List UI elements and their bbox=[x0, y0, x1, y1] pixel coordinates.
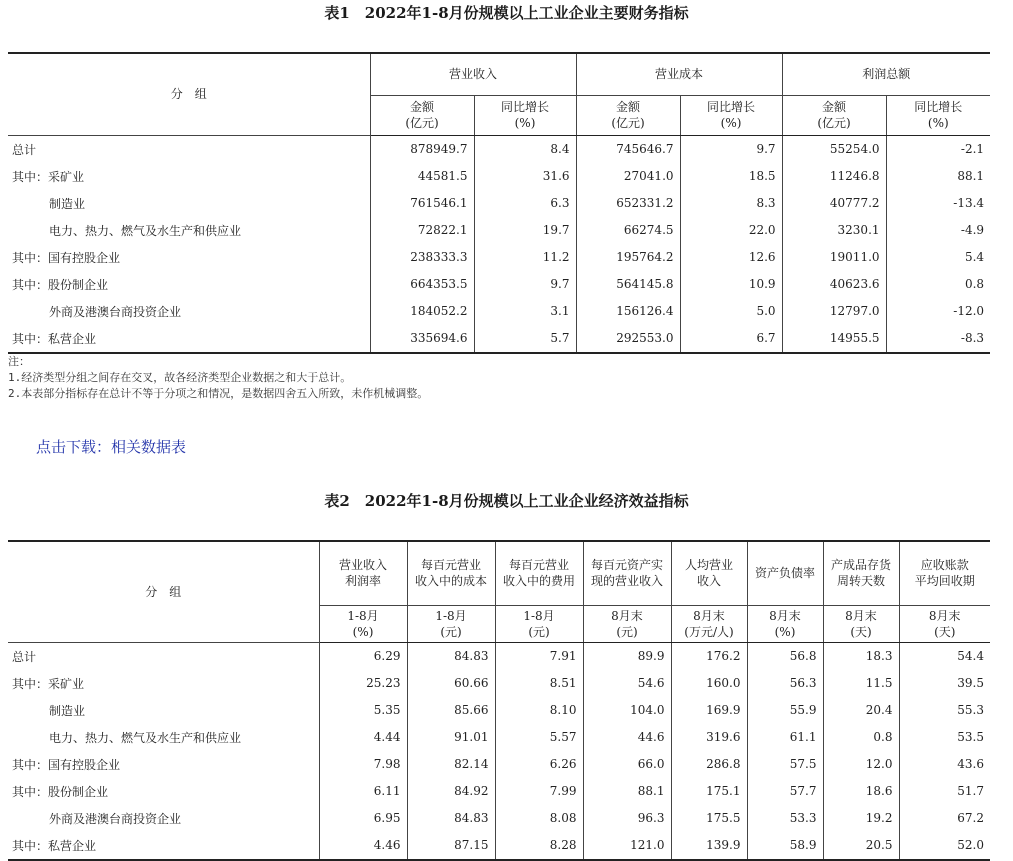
column-header-line: 每百元营业 bbox=[508, 558, 569, 573]
table-cell: 319.6 bbox=[671, 724, 747, 751]
table-row bbox=[8, 642, 990, 670]
table-cell: 72822.1 bbox=[370, 217, 474, 244]
table-cell: 10.9 bbox=[680, 271, 782, 298]
table-cell: 19.7 bbox=[474, 217, 576, 244]
table-cell: 8.51 bbox=[495, 670, 583, 697]
table-cell: 5.0 bbox=[680, 298, 782, 325]
unit-header bbox=[671, 605, 747, 642]
sub-header-unit: (亿元) bbox=[611, 116, 645, 130]
table-cell: 61.1 bbox=[747, 724, 823, 751]
table-cell: 0.8 bbox=[823, 724, 899, 751]
row-label: 制造业 bbox=[49, 196, 86, 211]
table-cell: 55.3 bbox=[899, 697, 990, 724]
table-cell: 4.46 bbox=[319, 832, 407, 860]
table-cell: 12.6 bbox=[680, 244, 782, 271]
table-cell: 8.3 bbox=[680, 190, 782, 217]
unit-header bbox=[583, 605, 671, 642]
unit-label: (元) bbox=[440, 624, 462, 639]
table-cell: 175.1 bbox=[671, 778, 747, 805]
table-cell: 53.3 bbox=[747, 805, 823, 832]
column-header-line: 人均营业 bbox=[684, 558, 733, 573]
table-cell: -13.4 bbox=[886, 190, 990, 217]
table-cell: 7.91 bbox=[495, 642, 583, 670]
table-cell: 5.7 bbox=[474, 325, 576, 353]
column-header-line: 每百元资产实 bbox=[590, 558, 663, 573]
table-cell: 58.9 bbox=[747, 832, 823, 860]
table-cell: 19.2 bbox=[823, 805, 899, 832]
table-row bbox=[8, 805, 990, 832]
table-cell: 44581.5 bbox=[370, 163, 474, 190]
table-cell: 84.92 bbox=[407, 778, 495, 805]
row-label: 其中：国有控股企业 bbox=[12, 250, 121, 265]
row-label: 其中：采矿业 bbox=[12, 169, 85, 184]
table-cell: 39.5 bbox=[899, 670, 990, 697]
table-cell: 25.23 bbox=[319, 670, 407, 697]
table-cell: 7.99 bbox=[495, 778, 583, 805]
table-cell: 156126.4 bbox=[576, 298, 680, 325]
unit-label: (元) bbox=[616, 624, 638, 639]
table-cell: -2.1 bbox=[886, 135, 990, 163]
table-cell: 43.6 bbox=[899, 751, 990, 778]
table-cell: 195764.2 bbox=[576, 244, 680, 271]
row-label: 制造业 bbox=[49, 703, 86, 718]
sub-header-unit: (%) bbox=[514, 116, 536, 130]
row-label: 其中：私营企业 bbox=[12, 331, 97, 346]
table-cell: 18.6 bbox=[823, 778, 899, 805]
unit-label: (天) bbox=[850, 624, 872, 639]
table-cell: 8.4 bbox=[474, 135, 576, 163]
table-cell: 18.3 bbox=[823, 642, 899, 670]
sub-header-unit: (%) bbox=[720, 116, 742, 130]
column-header-line: 营业收入 bbox=[338, 558, 387, 573]
sub-header bbox=[886, 95, 990, 135]
table-cell: 67.2 bbox=[899, 805, 990, 832]
table-cell: 60.66 bbox=[407, 670, 495, 697]
group-header: 分 组 bbox=[8, 541, 319, 642]
column-header-line: 现的营业收入 bbox=[590, 574, 663, 589]
column-header-line: 收入 bbox=[696, 574, 721, 589]
table-notes bbox=[8, 354, 428, 402]
table-row bbox=[8, 697, 990, 724]
row-label: 其中：股份制企业 bbox=[12, 277, 109, 292]
column-header bbox=[747, 541, 823, 605]
table-cell: 57.7 bbox=[747, 778, 823, 805]
table-row bbox=[8, 670, 990, 697]
unit-period: 8月末 bbox=[693, 608, 725, 623]
table-cell: 6.95 bbox=[319, 805, 407, 832]
table-cell: 6.26 bbox=[495, 751, 583, 778]
table-cell: 292553.0 bbox=[576, 325, 680, 353]
unit-header bbox=[319, 605, 407, 642]
column-header bbox=[319, 541, 407, 605]
table-cell: 139.9 bbox=[671, 832, 747, 860]
sub-header bbox=[782, 95, 886, 135]
row-label: 其中：国有控股企业 bbox=[12, 757, 121, 772]
table-cell: 89.9 bbox=[583, 642, 671, 670]
unit-period: 1-8月 bbox=[435, 608, 467, 623]
table-cell: 84.83 bbox=[407, 642, 495, 670]
column-header-line: 收入中的成本 bbox=[414, 574, 487, 589]
table-cell: 5.35 bbox=[319, 697, 407, 724]
table-cell: 7.98 bbox=[319, 751, 407, 778]
sub-header-line: 金额 bbox=[616, 100, 641, 114]
table-cell: 82.14 bbox=[407, 751, 495, 778]
unit-header bbox=[899, 605, 990, 642]
table-cell: 175.5 bbox=[671, 805, 747, 832]
table-cell: 0.8 bbox=[886, 271, 990, 298]
unit-period: 1-8月 bbox=[523, 608, 555, 623]
table-cell: 335694.6 bbox=[370, 325, 474, 353]
unit-label: (%) bbox=[774, 624, 796, 639]
row-label: 外商及港澳台商投资企业 bbox=[49, 304, 182, 319]
table-cell: 160.0 bbox=[671, 670, 747, 697]
table-cell: 3230.1 bbox=[782, 217, 886, 244]
table-row bbox=[8, 135, 990, 163]
unit-period: 8月末 bbox=[769, 608, 801, 623]
column-header bbox=[407, 541, 495, 605]
table-row bbox=[8, 244, 990, 271]
table-row bbox=[8, 724, 990, 751]
table1-title: 表1 2022年1-8月份规模以上工业企业主要财务指标 bbox=[324, 4, 689, 22]
table-cell: 11246.8 bbox=[782, 163, 886, 190]
table-cell: 18.5 bbox=[680, 163, 782, 190]
table-cell: 184052.2 bbox=[370, 298, 474, 325]
table-row bbox=[8, 190, 990, 217]
table-cell: 9.7 bbox=[474, 271, 576, 298]
table2-title: 表2 2022年1-8月份规模以上工业企业经济效益指标 bbox=[324, 492, 689, 510]
sub-header-line: 同比增长 bbox=[707, 100, 756, 114]
column-group-header: 营业收入 bbox=[370, 53, 576, 95]
unit-period: 8月末 bbox=[611, 608, 643, 623]
table-cell: 6.7 bbox=[680, 325, 782, 353]
sub-header-line: 金额 bbox=[409, 100, 434, 114]
table-cell: 14955.5 bbox=[782, 325, 886, 353]
column-header-line: 每百元营业 bbox=[420, 558, 481, 573]
table-cell: 6.29 bbox=[319, 642, 407, 670]
unit-period: 8月末 bbox=[928, 608, 961, 623]
table-row bbox=[8, 271, 990, 298]
table-cell: 6.3 bbox=[474, 190, 576, 217]
sub-header-unit: (%) bbox=[927, 116, 949, 130]
table-cell: 44.6 bbox=[583, 724, 671, 751]
table-cell: 40777.2 bbox=[782, 190, 886, 217]
sub-header-unit: (亿元) bbox=[405, 116, 439, 130]
table-cell: 54.6 bbox=[583, 670, 671, 697]
table-cell: 11.5 bbox=[823, 670, 899, 697]
group-header: 分 组 bbox=[8, 53, 370, 135]
table-row bbox=[8, 298, 990, 325]
sub-header-line: 同比增长 bbox=[914, 100, 963, 114]
table-cell: 31.6 bbox=[474, 163, 576, 190]
table-cell: 55.9 bbox=[747, 697, 823, 724]
column-header-line: 平均回收期 bbox=[914, 574, 975, 589]
table-cell: 286.8 bbox=[671, 751, 747, 778]
sub-header-line: 同比增长 bbox=[501, 100, 550, 114]
note-line: 1.经济类型分组之间存在交叉，故各经济类型企业数据之和大于总计。 bbox=[8, 371, 352, 384]
table-cell: 104.0 bbox=[583, 697, 671, 724]
table-cell: -8.3 bbox=[886, 325, 990, 353]
table-cell: 56.3 bbox=[747, 670, 823, 697]
column-header bbox=[671, 541, 747, 605]
column-header bbox=[495, 541, 583, 605]
table-row bbox=[8, 217, 990, 244]
table-cell: 169.9 bbox=[671, 697, 747, 724]
column-header bbox=[899, 541, 990, 605]
unit-header bbox=[407, 605, 495, 642]
table-cell: 9.7 bbox=[680, 135, 782, 163]
table-cell: 57.5 bbox=[747, 751, 823, 778]
table-cell: 12797.0 bbox=[782, 298, 886, 325]
table-cell: 19011.0 bbox=[782, 244, 886, 271]
table-cell: 121.0 bbox=[583, 832, 671, 860]
table-cell: 66.0 bbox=[583, 751, 671, 778]
sub-header-unit: (亿元) bbox=[817, 116, 851, 130]
table-cell: 55254.0 bbox=[782, 135, 886, 163]
table-cell: 51.7 bbox=[899, 778, 990, 805]
table-cell: 5.4 bbox=[886, 244, 990, 271]
row-label: 外商及港澳台商投资企业 bbox=[49, 811, 182, 826]
column-header-line: 周转天数 bbox=[836, 574, 885, 589]
download-data-link[interactable]: 点击下载：相关数据表 bbox=[36, 438, 187, 456]
efficiency-indicators-table bbox=[8, 540, 990, 861]
sub-header bbox=[370, 95, 474, 135]
table-cell: 11.2 bbox=[474, 244, 576, 271]
column-header-line: 资产负债率 bbox=[754, 566, 815, 581]
table-row bbox=[8, 778, 990, 805]
table-cell: 20.4 bbox=[823, 697, 899, 724]
table-cell: 27041.0 bbox=[576, 163, 680, 190]
table-cell: 96.3 bbox=[583, 805, 671, 832]
table-cell: 20.5 bbox=[823, 832, 899, 860]
unit-header bbox=[823, 605, 899, 642]
table-cell: 56.8 bbox=[747, 642, 823, 670]
column-header-line: 收入中的费用 bbox=[502, 574, 575, 589]
table-row bbox=[8, 832, 990, 860]
table-cell: 8.10 bbox=[495, 697, 583, 724]
table-cell: 8.08 bbox=[495, 805, 583, 832]
table-cell: 238333.3 bbox=[370, 244, 474, 271]
sub-header bbox=[576, 95, 680, 135]
unit-label: (元) bbox=[528, 624, 550, 639]
table-cell: 91.01 bbox=[407, 724, 495, 751]
table-cell: -12.0 bbox=[886, 298, 990, 325]
table-cell: 761546.1 bbox=[370, 190, 474, 217]
table-cell: 4.44 bbox=[319, 724, 407, 751]
column-header bbox=[583, 541, 671, 605]
column-group-header: 利润总额 bbox=[782, 53, 990, 95]
unit-label: (万元/人) bbox=[684, 624, 734, 639]
unit-period: 8月末 bbox=[845, 608, 877, 623]
table-cell: 745646.7 bbox=[576, 135, 680, 163]
column-group-header: 营业成本 bbox=[576, 53, 782, 95]
table-cell: 664353.5 bbox=[370, 271, 474, 298]
table-cell: 3.1 bbox=[474, 298, 576, 325]
note-line: 注： bbox=[8, 355, 30, 368]
row-label: 其中：采矿业 bbox=[12, 676, 85, 691]
table-cell: 564145.8 bbox=[576, 271, 680, 298]
row-label: 其中：私营企业 bbox=[12, 838, 97, 853]
row-label: 电力、热力、燃气及水生产和供应业 bbox=[49, 223, 242, 238]
column-header-line: 利润率 bbox=[344, 574, 381, 589]
column-header-line: 产成品存货 bbox=[830, 558, 891, 573]
table-cell: 88.1 bbox=[886, 163, 990, 190]
row-label: 总计 bbox=[12, 649, 37, 664]
table-row bbox=[8, 163, 990, 190]
note-line: 2.本表部分指标存在总计不等于分项之和情况，是数据四舍五入所致，未作机械调整。 bbox=[8, 387, 429, 400]
row-label: 总计 bbox=[12, 142, 37, 157]
table-cell: 88.1 bbox=[583, 778, 671, 805]
table-cell: 40623.6 bbox=[782, 271, 886, 298]
table-cell: 85.66 bbox=[407, 697, 495, 724]
row-label: 电力、热力、燃气及水生产和供应业 bbox=[49, 730, 242, 745]
row-label: 其中：股份制企业 bbox=[12, 784, 109, 799]
table-cell: 52.0 bbox=[899, 832, 990, 860]
unit-period: 1-8月 bbox=[347, 608, 379, 623]
table-cell: 66274.5 bbox=[576, 217, 680, 244]
table-cell: 12.0 bbox=[823, 751, 899, 778]
table-cell: 22.0 bbox=[680, 217, 782, 244]
table-cell: 878949.7 bbox=[370, 135, 474, 163]
unit-label: (天) bbox=[934, 624, 956, 639]
table-cell: 176.2 bbox=[671, 642, 747, 670]
table-cell: 54.4 bbox=[899, 642, 990, 670]
unit-header bbox=[495, 605, 583, 642]
table-cell: 84.83 bbox=[407, 805, 495, 832]
table-cell: 53.5 bbox=[899, 724, 990, 751]
table-cell: 8.28 bbox=[495, 832, 583, 860]
unit-label: (%) bbox=[352, 624, 374, 639]
financial-indicators-table bbox=[8, 52, 990, 354]
table-cell: 6.11 bbox=[319, 778, 407, 805]
sub-header bbox=[680, 95, 782, 135]
sub-header-line: 金额 bbox=[822, 100, 847, 114]
table-cell: -4.9 bbox=[886, 217, 990, 244]
table-row bbox=[8, 751, 990, 778]
table-cell: 652331.2 bbox=[576, 190, 680, 217]
column-header bbox=[823, 541, 899, 605]
column-header-line: 应收账款 bbox=[920, 558, 969, 573]
sub-header bbox=[474, 95, 576, 135]
table-cell: 5.57 bbox=[495, 724, 583, 751]
table-row bbox=[8, 325, 990, 353]
unit-header bbox=[747, 605, 823, 642]
table-cell: 87.15 bbox=[407, 832, 495, 860]
